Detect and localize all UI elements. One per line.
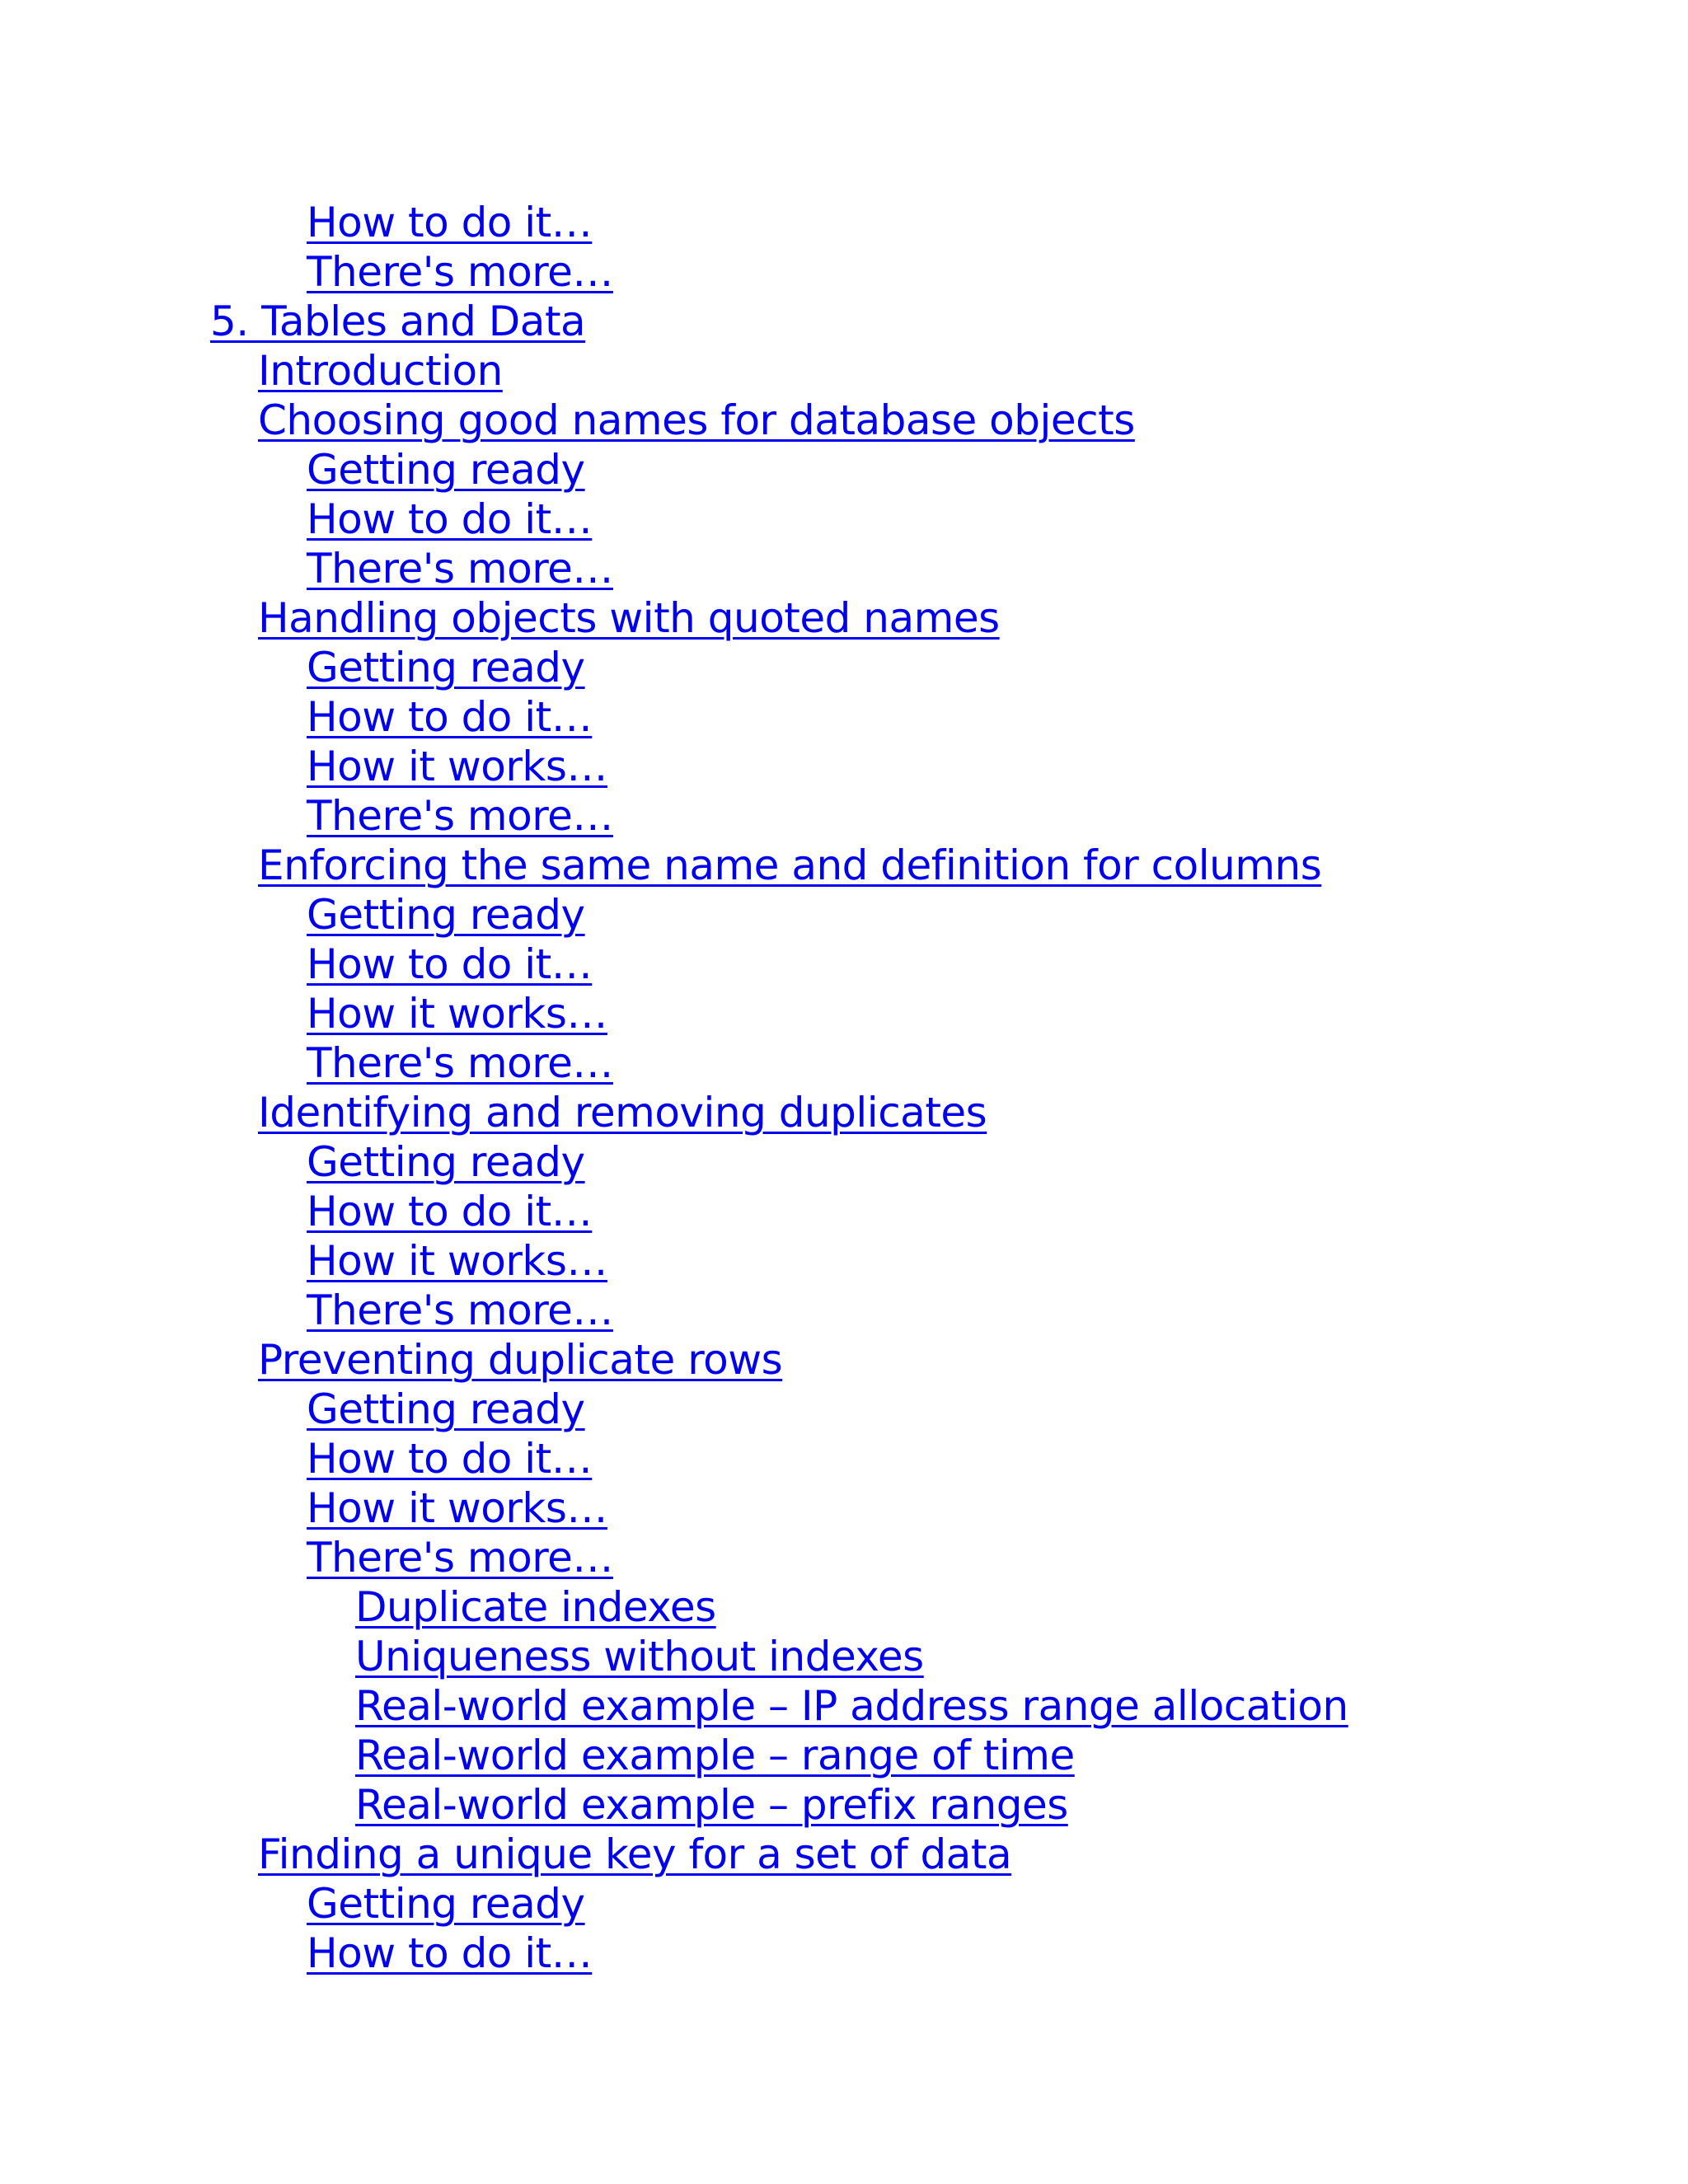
toc-sublink[interactable]: Real-world example – prefix ranges	[355, 1781, 1068, 1829]
toc-entry	[210, 989, 1348, 1038]
toc-entry	[210, 1483, 1348, 1533]
toc-section-entry	[210, 396, 1348, 445]
toc-entry	[210, 1187, 1348, 1236]
toc-entry	[210, 198, 1348, 247]
toc-chapter-link[interactable]: 5. Tables and Data	[210, 298, 586, 345]
toc-sublink[interactable]: Uniqueness without indexes	[355, 1633, 924, 1680]
toc-entry	[210, 1385, 1348, 1434]
toc-sublink[interactable]: Duplicate indexes	[355, 1583, 716, 1631]
toc-sublink[interactable]: Real-world example – IP address range allocation	[355, 1682, 1348, 1730]
toc-entry	[210, 1434, 1348, 1483]
toc-subentry	[210, 1681, 1348, 1731]
toc-section-entry	[210, 593, 1348, 643]
toc-entry	[210, 1879, 1348, 1929]
toc-link[interactable]: Getting ready	[307, 1880, 585, 1928]
toc-link[interactable]: Getting ready	[307, 644, 585, 691]
toc-link[interactable]: How it works…	[307, 990, 607, 1038]
toc-link[interactable]: There's more…	[307, 1039, 613, 1087]
toc-link[interactable]: Getting ready	[307, 1138, 585, 1186]
toc-entry	[210, 692, 1348, 742]
toc-section-link[interactable]: Handling objects with quoted names	[258, 594, 1000, 642]
toc-entry	[210, 643, 1348, 692]
toc-link[interactable]: Getting ready	[307, 891, 585, 939]
toc-section-entry	[210, 841, 1348, 890]
toc-section-entry	[210, 1088, 1348, 1137]
toc-link[interactable]: How to do it…	[307, 199, 593, 246]
toc-entry	[210, 940, 1348, 989]
toc-subentry	[210, 1780, 1348, 1830]
toc-entry	[210, 1533, 1348, 1582]
toc-link[interactable]: How it works…	[307, 743, 607, 790]
toc-entry	[210, 1929, 1348, 1978]
toc-link[interactable]: There's more…	[307, 248, 613, 296]
toc-entry	[210, 494, 1348, 544]
toc-entry	[210, 1038, 1348, 1088]
toc-subentry	[210, 1582, 1348, 1632]
toc-link[interactable]: Getting ready	[307, 446, 585, 494]
toc-subentry	[210, 1632, 1348, 1681]
toc-section-entry	[210, 1830, 1348, 1879]
toc-entry	[210, 1286, 1348, 1335]
toc-chapter-entry	[210, 297, 1348, 346]
toc-section-link[interactable]: Preventing duplicate rows	[258, 1336, 783, 1384]
toc-entry	[210, 742, 1348, 791]
toc-link[interactable]: How to do it…	[307, 693, 593, 741]
toc-link[interactable]: There's more…	[307, 1286, 613, 1334]
toc-section-entry	[210, 1335, 1348, 1385]
toc-section-link[interactable]: Identifying and removing duplicates	[258, 1089, 987, 1137]
toc-link[interactable]: How to do it…	[307, 495, 593, 543]
toc-entry	[210, 791, 1348, 841]
toc-entry	[210, 247, 1348, 297]
toc-link[interactable]: There's more…	[307, 1534, 613, 1582]
toc-link[interactable]: How to do it…	[307, 940, 593, 988]
toc-link[interactable]: Getting ready	[307, 1385, 585, 1433]
toc-subentry	[210, 1731, 1348, 1780]
toc-section-link[interactable]: Introduction	[258, 347, 503, 395]
toc-link[interactable]: There's more…	[307, 545, 613, 593]
toc-entry	[210, 890, 1348, 940]
toc-link[interactable]: How to do it…	[307, 1188, 593, 1235]
toc-section-link[interactable]: Finding a unique key for a set of data	[258, 1830, 1012, 1878]
toc-section-link[interactable]: Enforcing the same name and definition for columns	[258, 841, 1322, 889]
table-of-contents	[210, 198, 1348, 1978]
toc-link[interactable]: How to do it…	[307, 1929, 593, 1977]
toc-entry	[210, 544, 1348, 593]
toc-entry	[210, 445, 1348, 494]
toc-entry	[210, 1137, 1348, 1187]
toc-section-link[interactable]: Choosing good names for database objects	[258, 396, 1135, 444]
toc-section-entry	[210, 346, 1348, 396]
toc-link[interactable]: How to do it…	[307, 1435, 593, 1483]
toc-link[interactable]: There's more…	[307, 792, 613, 840]
toc-link[interactable]: How it works…	[307, 1237, 607, 1285]
toc-entry	[210, 1236, 1348, 1286]
toc-sublink[interactable]: Real-world example – range of time	[355, 1732, 1075, 1779]
toc-link[interactable]: How it works…	[307, 1484, 607, 1532]
